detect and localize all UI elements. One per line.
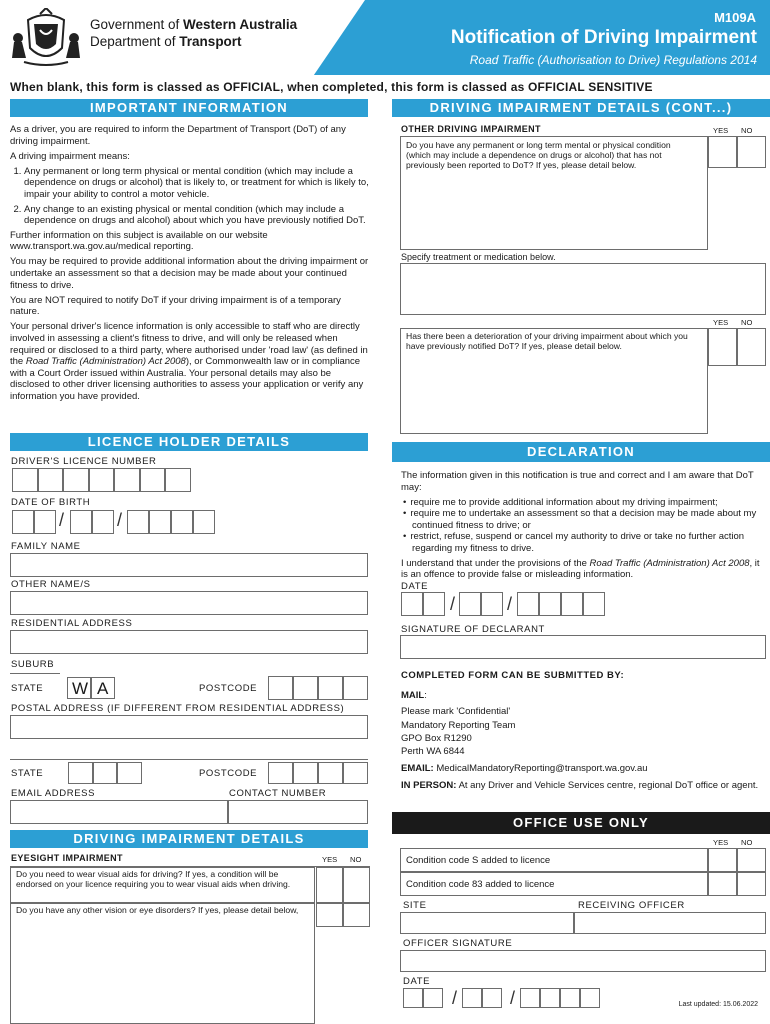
suburb-input[interactable] [60, 656, 368, 674]
office-date-cell-2[interactable] [423, 988, 443, 1008]
officer-signature-input[interactable] [400, 950, 766, 972]
postcode2-label: POSTCODE [199, 768, 258, 779]
important-p5: You are NOT required to notify DoT if your driving impairment is of a temporary nature. [10, 294, 341, 318]
impairment-item-1: 1. Any permanent or long term physical or mental condition (which may include a dependence on drugs or alcohol) that is likely to, or treatment for which is likely to, impair your ability to control a motor vehicle. [24, 166, 370, 201]
other-impairment-yes-label: YES [713, 126, 729, 135]
office-date-cell-8[interactable] [580, 988, 600, 1008]
email-submit-address[interactable]: MedicalMandatoryReporting@transport.wa.gov.au [436, 763, 648, 774]
office-date-slash-2: / [510, 988, 516, 1008]
office-date-cell-7[interactable] [560, 988, 580, 1008]
gov-name [90, 17, 297, 32]
residential-address-input[interactable] [10, 630, 368, 654]
postcode2-digit-cell-1[interactable] [268, 762, 293, 784]
dob-slash-1: / [59, 510, 65, 530]
office-date-cell-4[interactable] [482, 988, 502, 1008]
condition-83-yes-checkbox[interactable] [708, 872, 737, 896]
gov-prefix: Government of [90, 17, 184, 32]
office-use-heading: OFFICE USE ONLY [392, 812, 770, 834]
gov-bold: Western Australia [183, 17, 298, 32]
important-info-body [10, 124, 370, 406]
important-p4: You may be required to provide additional information about the driving impairment or undertake an assessment so that a decision may be made about your continued fitness to drive. [10, 256, 369, 291]
condition-s-no-checkbox[interactable] [737, 848, 766, 872]
treatment-input[interactable] [400, 263, 766, 315]
form-title: Notification of Driving Impairment [450, 27, 757, 48]
office-date-label: DATE [403, 976, 431, 987]
state2-letter-cell-1[interactable] [68, 762, 93, 784]
office-date-cell-1[interactable] [403, 988, 423, 1008]
form-code: M109A [714, 10, 756, 25]
decl-date-cell-8[interactable] [583, 592, 605, 616]
understand-c: , it is an offence to provide false or misleading information. [401, 557, 760, 581]
decl-date-cell-5[interactable] [517, 592, 539, 616]
important-p1: As a driver, you are required to inform the Department of Transport (DoT) of any driving impairment. [10, 124, 346, 147]
decl-date-cell-1[interactable] [401, 592, 423, 616]
postcode2-digit-cell-2[interactable] [293, 762, 318, 784]
postcode-digit-cell-1[interactable] [268, 676, 293, 700]
email-address-input[interactable] [10, 800, 228, 824]
other-names-label: OTHER NAME/S [11, 579, 91, 590]
mail-label [401, 690, 427, 701]
dob-digit-cell-2[interactable] [34, 510, 56, 534]
contact-number-input[interactable] [228, 800, 368, 824]
declaration-bullet-3: • restrict, refuse, suspend or cancel my authority to drive or take no further action regarding my fitness to drive. [412, 531, 767, 554]
decl-date-cell-4[interactable] [481, 592, 503, 616]
office-no-label: NO [741, 838, 753, 847]
family-name-input[interactable] [10, 553, 368, 577]
postcode-digit-cell-3[interactable] [318, 676, 343, 700]
important-p6b: Road Traffic (Administration) Act 2008 [25, 356, 186, 368]
eyesight-label: EYESIGHT IMPAIRMENT [11, 853, 123, 863]
mail-line-3: GPO Box R1290 [401, 733, 472, 744]
signature-input[interactable] [400, 635, 766, 659]
important-info-heading: IMPORTANT INFORMATION [10, 99, 368, 117]
important-p6a: Your personal driver's licence information is only accessible to staff who are directly involved in assessing a client's fitness to drive, and will only be released when required or disclosed to a third party, where authorised under 'road law' (as defined in the [10, 321, 368, 368]
dob-digit-cell-3[interactable] [70, 510, 92, 534]
dob-digit-cell-4[interactable] [92, 510, 114, 534]
state-letter-a: A [97, 679, 109, 698]
licence-digit-cell-7[interactable] [165, 468, 191, 492]
postcode2-digit-cell-4[interactable] [343, 762, 368, 784]
declaration-date-label: DATE [401, 581, 429, 592]
mail-line-4: Perth WA 6844 [401, 746, 465, 757]
email-submit-label: EMAIL: [401, 763, 434, 774]
form-regulation: Road Traffic (Authorisation to Drive) Regulations 2014 [469, 53, 757, 67]
decl-date-cell-7[interactable] [561, 592, 583, 616]
condition-83-label: Condition code 83 added to licence [406, 879, 555, 890]
other-names-input[interactable] [10, 591, 368, 615]
licence-digit-cell-5[interactable] [114, 468, 140, 492]
inperson-label: IN PERSON: [401, 780, 457, 791]
classification-text: When blank, this form is classed as OFFICIAL, when completed, this form is classed as OFFICIAL SENSITIVE [10, 80, 653, 94]
impairment-item-2: 2. Any change to an existing physical or mental condition (which may include a dependence on drugs and alcohol) about which you have previously notified DoT. [24, 204, 370, 227]
other-impairment-label: OTHER DRIVING IMPAIRMENT [401, 124, 541, 134]
declaration-heading: DECLARATION [392, 442, 770, 462]
mail-colon: : [424, 690, 427, 701]
dob-digit-cell-5[interactable] [127, 510, 149, 534]
treatment-label: Specify treatment or medication below. [401, 252, 556, 262]
state2-letter-cell-2[interactable] [93, 762, 118, 784]
deterioration-yes-label: YES [713, 318, 729, 327]
office-date-cell-3[interactable] [462, 988, 482, 1008]
dept-bold: Transport [179, 34, 242, 49]
eye-disorders-question: Do you have any other vision or eye disorders? If yes, please detail below, [16, 905, 299, 915]
decl-date-cell-6[interactable] [539, 592, 561, 616]
eye-disorders-yes-checkbox[interactable] [316, 903, 343, 927]
licence-digit-cell-3[interactable] [63, 468, 89, 492]
decl-date-cell-2[interactable] [423, 592, 445, 616]
receiving-officer-label: RECEIVING OFFICER [578, 900, 685, 911]
condition-s-yes-checkbox[interactable] [708, 848, 737, 872]
eye-disorders-question-box [10, 903, 315, 1024]
inperson-line [401, 780, 761, 792]
postcode-digit-cell-2[interactable] [293, 676, 318, 700]
email-submit-line [401, 763, 648, 774]
state-label: STATE [11, 683, 44, 694]
other-impairment-no-label: NO [741, 126, 753, 135]
eyesight-yes-label: YES [322, 855, 338, 864]
licence-digit-cell-6[interactable] [140, 468, 166, 492]
site-label: SITE [403, 900, 427, 911]
postal-address-input[interactable] [10, 715, 368, 739]
other-impairment-yes-checkbox[interactable] [708, 136, 737, 168]
dob-digit-cell-8[interactable] [193, 510, 215, 534]
decl-date-slash-2: / [507, 594, 513, 614]
state2-label: STATE [11, 768, 44, 779]
other-impairment-no-checkbox[interactable] [737, 136, 766, 168]
licence-digit-cell-4[interactable] [89, 468, 115, 492]
postcode-label: POSTCODE [199, 683, 258, 694]
eye-disorders-no-checkbox[interactable] [343, 903, 370, 927]
decl-date-cell-3[interactable] [459, 592, 481, 616]
important-p2: A driving impairment means: [10, 150, 130, 162]
important-p6 [10, 321, 370, 402]
declaration-intro: The information given in this notification is true and correct and I am aware that DoT may: [401, 470, 754, 493]
email-address-label: EMAIL ADDRESS [11, 788, 95, 799]
site-input[interactable] [400, 912, 574, 934]
dob-digit-cell-6[interactable] [149, 510, 171, 534]
dob-digit-cell-1[interactable] [12, 510, 34, 534]
contact-number-label: CONTACT NUMBER [229, 788, 327, 799]
postcode2-digit-cell-3[interactable] [318, 762, 343, 784]
mail-line-2: Mandatory Reporting Team [401, 720, 516, 731]
decl-date-slash-1: / [450, 594, 456, 614]
eyesight-no-label: NO [350, 855, 362, 864]
postal-address-label: POSTAL ADDRESS (IF DIFFERENT FROM RESIDENTIAL ADDRESS) [11, 703, 345, 714]
deterioration-yes-checkbox[interactable] [708, 328, 737, 366]
dept-prefix: Department of [90, 34, 180, 49]
understand-a: I understand that under the provisions of the [401, 557, 590, 569]
declaration-bullet-1: • require me to provide additional information about my driving impairment; [412, 497, 767, 509]
declaration-bullet-2: • require me to undertake an assessment so that a decision may be made about my continued fitness to drive; or [412, 508, 767, 531]
residential-address-label: RESIDENTIAL ADDRESS [11, 618, 133, 629]
mail-line-1: Please mark 'Confidential' [401, 706, 511, 717]
deterioration-no-checkbox[interactable] [737, 328, 766, 366]
deterioration-question: Has there been a deterioration of your driving impairment about which you have previously notified DoT? If yes, please detail below. [406, 331, 688, 352]
important-p6c: ), or Commonwealth law or in compliance with a Court Order issued within Australia. Your personal details may also be disclosed to other driver licensing authorities to assess your application or verify any information you have provided. [10, 356, 364, 402]
office-date-slash-1: / [452, 988, 458, 1008]
visual-aids-yes-checkbox[interactable] [316, 867, 343, 903]
family-name-label: FAMILY NAME [11, 541, 81, 552]
office-date-cell-6[interactable] [540, 988, 560, 1008]
driving-impairment-heading: DRIVING IMPAIRMENT DETAILS [10, 830, 368, 848]
mail-label-bold: MAIL [401, 690, 425, 701]
signature-label: SIGNATURE OF DECLARANT [401, 624, 545, 635]
condition-83-no-checkbox[interactable] [737, 872, 766, 896]
visual-aids-no-checkbox[interactable] [343, 867, 370, 903]
state-letter-w: W [72, 679, 89, 698]
other-impairment-question: Do you have any permanent or long term mental or physical condition (which may include a dependence on drugs or alcohol) that has not previously been reported to DoT? If yes, please detail below. [406, 140, 671, 171]
dept-name [90, 34, 242, 49]
driving-impairment-cont-heading: DRIVING IMPAIRMENT DETAILS (CONT...) [392, 99, 770, 117]
last-updated: Last updated: 15.06.2022 [678, 1001, 758, 1008]
inperson-text: At any Driver and Vehicle Services centre, regional DoT office or agent. [458, 780, 759, 791]
dob-slash-2: / [117, 510, 123, 530]
licence-holder-heading: LICENCE HOLDER DETAILS [10, 433, 368, 451]
dob-digit-cell-7[interactable] [171, 510, 193, 534]
suburb-label: SUBURB [11, 659, 55, 670]
state2-letter-cell-3[interactable] [117, 762, 142, 784]
wa-crest-logo [10, 8, 82, 68]
dob-label: DATE OF BIRTH [11, 497, 91, 508]
condition-s-label: Condition code S added to licence [406, 855, 551, 866]
officer-signature-label: OFFICER SIGNATURE [403, 938, 513, 949]
office-date-cell-5[interactable] [520, 988, 540, 1008]
declaration-understand [401, 558, 767, 581]
declaration-body [401, 470, 767, 584]
suburb2-input[interactable] [10, 740, 368, 760]
postcode-digit-cell-4[interactable] [343, 676, 368, 700]
deterioration-no-label: NO [741, 318, 753, 327]
licence-digit-cell-1[interactable] [12, 468, 38, 492]
receiving-officer-input[interactable] [574, 912, 766, 934]
submit-heading: COMPLETED FORM CAN BE SUBMITTED BY: [401, 670, 625, 681]
understand-b: Road Traffic (Administration) Act 2008 [589, 557, 750, 569]
important-p3: Further information on this subject is available on our website www.transport.wa.gov.au/medical reporting. [10, 229, 268, 253]
office-yes-label: YES [713, 838, 729, 847]
licence-number-label: DRIVER'S LICENCE NUMBER [11, 456, 157, 467]
licence-digit-cell-2[interactable] [38, 468, 64, 492]
visual-aids-question: Do you need to wear visual aids for driving? If yes, a condition will be endorsed on your licence requiring you to wear visual aids when driving. [16, 869, 291, 890]
